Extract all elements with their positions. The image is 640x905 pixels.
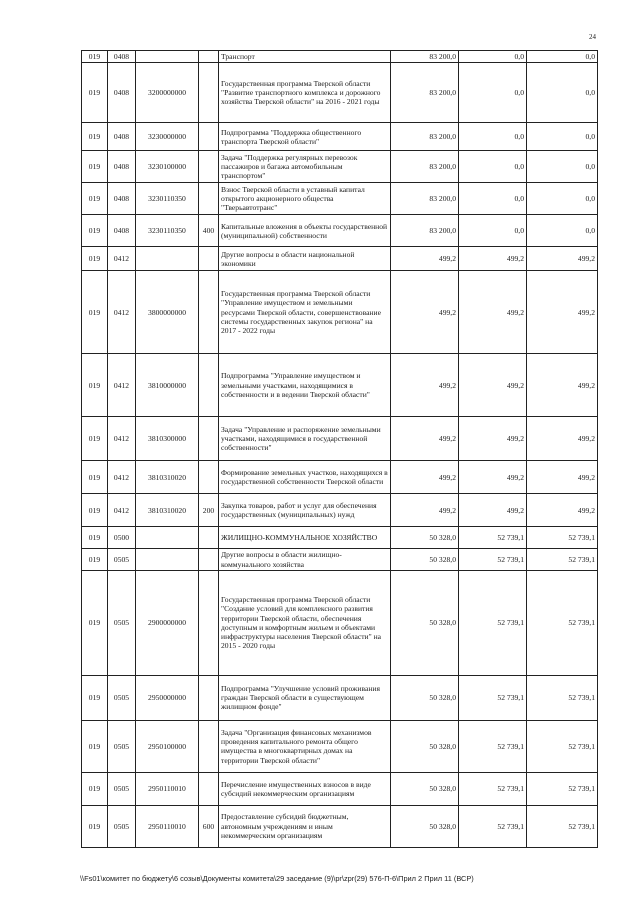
table-row <box>82 417 598 461</box>
file-path-footer: \\Fs01\комитет по бюджету\6 созыв\Документы комитета\29 заседание (9)\pr\zpr(29) 576-П-6\Прил 2 Прил 11 (ВСР) <box>80 874 474 883</box>
target-article-cell: 3810300000 <box>136 417 199 461</box>
amount-year1-cell: 50 328,0 <box>391 720 459 772</box>
group-code-cell: 019 <box>82 215 108 247</box>
amount-year2-cell: 0,0 <box>459 151 527 183</box>
item-name-cell: Другие вопросы в области жилищно-коммунального хозяйства <box>219 549 391 571</box>
amount-year1-cell: 50 328,0 <box>391 772 459 805</box>
table-row <box>82 494 598 527</box>
amount-year2-cell: 499,2 <box>459 247 527 271</box>
expense-type-cell <box>199 675 219 720</box>
amount-year2-cell: 52 739,1 <box>459 772 527 805</box>
amount-year1-cell: 83 200,0 <box>391 215 459 247</box>
group-code-cell: 019 <box>82 461 108 494</box>
amount-year2-cell: 0,0 <box>459 183 527 215</box>
group-code-cell: 019 <box>82 549 108 571</box>
amount-year2-cell: 0,0 <box>459 123 527 151</box>
amount-year3-cell: 499,2 <box>527 271 598 354</box>
amount-year1-cell: 499,2 <box>391 247 459 271</box>
section-code-cell: 0408 <box>108 63 136 123</box>
item-name-cell: Формирование земельных участков, находящихся в государственной собственности Тверской области <box>219 461 391 494</box>
item-name-cell: Транспорт <box>219 51 391 63</box>
amount-year2-cell: 52 739,1 <box>459 527 527 549</box>
expense-type-cell <box>199 354 219 417</box>
table-row <box>82 215 598 247</box>
amount-year2-cell: 0,0 <box>459 63 527 123</box>
item-name-cell: Закупка товаров, работ и услуг для обеспечения государственных (муниципальных) нужд <box>219 494 391 527</box>
target-article-cell: 2950100000 <box>136 720 199 772</box>
target-article-cell: 3200000000 <box>136 63 199 123</box>
amount-year1-cell: 499,2 <box>391 494 459 527</box>
group-code-cell: 019 <box>82 527 108 549</box>
amount-year1-cell: 83 200,0 <box>391 63 459 123</box>
amount-year2-cell: 52 739,1 <box>459 675 527 720</box>
item-name-cell: Предоставление субсидий бюджетным, автономным учреждениям и иным некоммерческим организациям <box>219 805 391 847</box>
amount-year3-cell: 499,2 <box>527 417 598 461</box>
section-code-cell: 0412 <box>108 494 136 527</box>
section-code-cell: 0412 <box>108 354 136 417</box>
amount-year2-cell: 499,2 <box>459 271 527 354</box>
target-article-cell: 2950110010 <box>136 805 199 847</box>
target-article-cell: 3800000000 <box>136 271 199 354</box>
amount-year3-cell: 499,2 <box>527 494 598 527</box>
table-row <box>82 354 598 417</box>
group-code-cell: 019 <box>82 151 108 183</box>
expense-type-cell <box>199 461 219 494</box>
item-name-cell: Другие вопросы в области национальной экономики <box>219 247 391 271</box>
expense-type-cell <box>199 51 219 63</box>
expense-type-cell <box>199 123 219 151</box>
amount-year3-cell: 499,2 <box>527 247 598 271</box>
amount-year3-cell: 499,2 <box>527 461 598 494</box>
group-code-cell: 019 <box>82 183 108 215</box>
amount-year3-cell: 52 739,1 <box>527 675 598 720</box>
amount-year1-cell: 83 200,0 <box>391 123 459 151</box>
amount-year2-cell: 499,2 <box>459 354 527 417</box>
group-code-cell: 019 <box>82 417 108 461</box>
amount-year3-cell: 52 739,1 <box>527 805 598 847</box>
section-code-cell: 0408 <box>108 215 136 247</box>
table-row <box>82 151 598 183</box>
section-code-cell: 0408 <box>108 151 136 183</box>
expense-type-cell <box>199 271 219 354</box>
section-code-cell: 0505 <box>108 675 136 720</box>
section-code-cell: 0500 <box>108 527 136 549</box>
amount-year1-cell: 499,2 <box>391 271 459 354</box>
expense-type-cell <box>199 527 219 549</box>
amount-year2-cell: 0,0 <box>459 51 527 63</box>
item-name-cell: Подпрограмма "Улучшение условий проживания граждан Тверской области в существующем жилищном фонде" <box>219 675 391 720</box>
table-row <box>82 461 598 494</box>
item-name-cell: Задача "Управление и распоряжение земельными участками, находящимися в государственной собственности" <box>219 417 391 461</box>
target-article-cell: 3810310020 <box>136 461 199 494</box>
group-code-cell: 019 <box>82 570 108 675</box>
section-code-cell: 0412 <box>108 461 136 494</box>
amount-year1-cell: 83 200,0 <box>391 183 459 215</box>
target-article-cell: 3810000000 <box>136 354 199 417</box>
section-code-cell: 0505 <box>108 772 136 805</box>
target-article-cell: 3230000000 <box>136 123 199 151</box>
amount-year1-cell: 50 328,0 <box>391 527 459 549</box>
amount-year1-cell: 50 328,0 <box>391 805 459 847</box>
table-row <box>82 247 598 271</box>
expense-type-cell <box>199 417 219 461</box>
section-code-cell: 0505 <box>108 570 136 675</box>
item-name-cell: Государственная программа Тверской области "Управление имуществом и земельными ресурсами Тверской области, совершенствование системы государственных закупок региона" на 2017 - 2022 годы <box>219 271 391 354</box>
item-name-cell: Задача "Поддержка регулярных перевозок пассажиров и багажа автомобильным транспортом" <box>219 151 391 183</box>
section-code-cell: 0505 <box>108 549 136 571</box>
section-code-cell: 0505 <box>108 805 136 847</box>
item-name-cell: Капитальные вложения в объекты государственной (муниципальной) собственности <box>219 215 391 247</box>
amount-year1-cell: 499,2 <box>391 461 459 494</box>
amount-year1-cell: 50 328,0 <box>391 549 459 571</box>
section-code-cell: 0412 <box>108 271 136 354</box>
amount-year3-cell: 52 739,1 <box>527 527 598 549</box>
item-name-cell: Подпрограмма "Управление имуществом и земельными участками, находящимися в собственности и в ведении Тверской области" <box>219 354 391 417</box>
budget-table-body <box>82 51 598 848</box>
group-code-cell: 019 <box>82 271 108 354</box>
item-name-cell: Подпрограмма "Поддержка общественного транспорта Тверской области" <box>219 123 391 151</box>
table-row <box>82 805 598 847</box>
group-code-cell: 019 <box>82 772 108 805</box>
amount-year2-cell: 52 739,1 <box>459 720 527 772</box>
amount-year2-cell: 499,2 <box>459 494 527 527</box>
expense-type-cell: 600 <box>199 805 219 847</box>
target-article-cell: 2900000000 <box>136 570 199 675</box>
amount-year3-cell: 0,0 <box>527 151 598 183</box>
amount-year3-cell: 0,0 <box>527 63 598 123</box>
amount-year3-cell: 0,0 <box>527 51 598 63</box>
amount-year3-cell: 52 739,1 <box>527 549 598 571</box>
expense-type-cell <box>199 570 219 675</box>
amount-year3-cell: 0,0 <box>527 183 598 215</box>
group-code-cell: 019 <box>82 805 108 847</box>
item-name-cell: ЖИЛИЩНО-КОММУНАЛЬНОЕ ХОЗЯЙСТВО <box>219 527 391 549</box>
item-name-cell: Перечисление имущественных взносов в виде субсидий некоммерческим организациям <box>219 772 391 805</box>
target-article-cell <box>136 527 199 549</box>
section-code-cell: 0412 <box>108 247 136 271</box>
page-number: 24 <box>589 33 596 41</box>
amount-year2-cell: 499,2 <box>459 417 527 461</box>
expense-type-cell <box>199 183 219 215</box>
item-name-cell: Государственная программа Тверской области "Развитие транспортного комплекса и дорожного хозяйства Тверской области" на 2016 - 2021 годы <box>219 63 391 123</box>
target-article-cell: 3230110350 <box>136 215 199 247</box>
section-code-cell: 0408 <box>108 183 136 215</box>
section-code-cell: 0412 <box>108 417 136 461</box>
table-row <box>82 123 598 151</box>
amount-year3-cell: 52 739,1 <box>527 720 598 772</box>
group-code-cell: 019 <box>82 247 108 271</box>
expense-type-cell <box>199 772 219 805</box>
amount-year3-cell: 52 739,1 <box>527 772 598 805</box>
target-article-cell <box>136 51 199 63</box>
table-row <box>82 772 598 805</box>
target-article-cell: 3810310020 <box>136 494 199 527</box>
item-name-cell: Взнос Тверской области в уставный капитал открытого акционерного общества "Тверьавтотранс" <box>219 183 391 215</box>
group-code-cell: 019 <box>82 51 108 63</box>
amount-year3-cell: 499,2 <box>527 354 598 417</box>
item-name-cell: Государственная программа Тверской области "Создание условий для комплексного развития территории Тверской области, обеспечения доступным и комфортным жильем и объектами инфраструктуры населения Тверской области" на 2015 - 2020 годы <box>219 570 391 675</box>
section-code-cell: 0408 <box>108 51 136 63</box>
group-code-cell: 019 <box>82 63 108 123</box>
expense-type-cell <box>199 549 219 571</box>
target-article-cell <box>136 247 199 271</box>
section-code-cell: 0505 <box>108 720 136 772</box>
expense-type-cell <box>199 720 219 772</box>
item-name-cell: Задача "Организация финансовых механизмов проведения капитального ремонта общего имущества в многоквартирных домах на территории Тверской области" <box>219 720 391 772</box>
target-article-cell: 2950000000 <box>136 675 199 720</box>
table-row <box>82 720 598 772</box>
group-code-cell: 019 <box>82 123 108 151</box>
amount-year3-cell: 52 739,1 <box>527 570 598 675</box>
expense-type-cell <box>199 151 219 183</box>
amount-year1-cell: 499,2 <box>391 354 459 417</box>
amount-year1-cell: 50 328,0 <box>391 675 459 720</box>
table-row <box>82 63 598 123</box>
target-article-cell: 3230110350 <box>136 183 199 215</box>
table-row <box>82 675 598 720</box>
group-code-cell: 019 <box>82 494 108 527</box>
group-code-cell: 019 <box>82 675 108 720</box>
amount-year2-cell: 52 739,1 <box>459 570 527 675</box>
amount-year1-cell: 83 200,0 <box>391 151 459 183</box>
amount-year2-cell: 52 739,1 <box>459 805 527 847</box>
amount-year2-cell: 499,2 <box>459 461 527 494</box>
amount-year2-cell: 52 739,1 <box>459 549 527 571</box>
amount-year3-cell: 0,0 <box>527 215 598 247</box>
expense-type-cell: 400 <box>199 215 219 247</box>
table-row <box>82 51 598 63</box>
target-article-cell: 3230100000 <box>136 151 199 183</box>
section-code-cell: 0408 <box>108 123 136 151</box>
expense-type-cell <box>199 247 219 271</box>
amount-year1-cell: 50 328,0 <box>391 570 459 675</box>
amount-year1-cell: 83 200,0 <box>391 51 459 63</box>
table-row <box>82 527 598 549</box>
table-row <box>82 570 598 675</box>
group-code-cell: 019 <box>82 354 108 417</box>
budget-table <box>81 50 598 848</box>
table-row <box>82 271 598 354</box>
expense-type-cell <box>199 63 219 123</box>
amount-year3-cell: 0,0 <box>527 123 598 151</box>
amount-year1-cell: 499,2 <box>391 417 459 461</box>
expense-type-cell: 200 <box>199 494 219 527</box>
amount-year2-cell: 0,0 <box>459 215 527 247</box>
group-code-cell: 019 <box>82 720 108 772</box>
target-article-cell: 2950110010 <box>136 772 199 805</box>
table-row <box>82 183 598 215</box>
table-row <box>82 549 598 571</box>
target-article-cell <box>136 549 199 571</box>
